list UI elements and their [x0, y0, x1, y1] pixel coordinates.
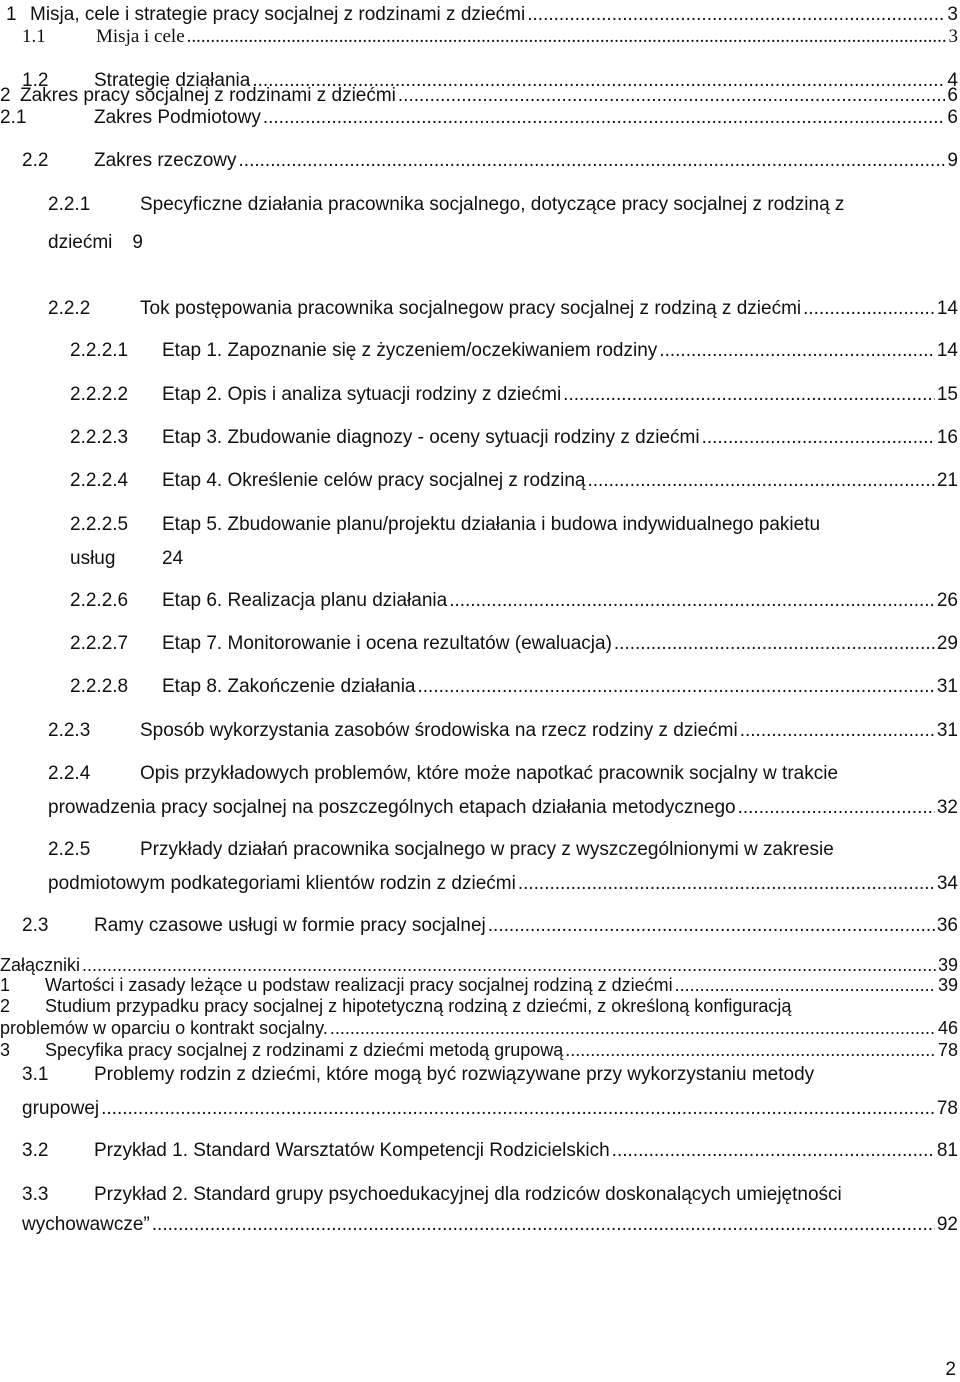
- toc-entry-title: Zakres rzeczowy: [94, 150, 237, 171]
- toc-entry-number: 3.1: [22, 1064, 49, 1085]
- toc-leader: [263, 105, 946, 131]
- toc-leader: [239, 148, 946, 174]
- toc-leader: [612, 1138, 935, 1164]
- toc-entry-number: 2.2.2: [48, 298, 91, 319]
- toc-entry-title-continued: prowadzenia pracy socjalnej na poszczególnych etapach działania metodycznego: [48, 797, 736, 818]
- toc-leader: [738, 795, 935, 821]
- toc-entry-page: 92: [936, 1214, 958, 1235]
- toc-entry-page: 15: [936, 384, 958, 405]
- toc-entry-page: 3: [948, 26, 958, 47]
- toc-entry-title-continued: grupowej: [22, 1098, 100, 1119]
- toc-entry-title: Etap 5. Zbudowanie planu/projektu działania i budowa indywidualnego pakietu: [162, 514, 821, 535]
- toc-entry-page: 3: [947, 4, 958, 25]
- toc-entry-page: 32: [936, 797, 958, 818]
- toc-entry-number: 2.2: [22, 150, 49, 171]
- toc-leader: [187, 24, 947, 50]
- toc-entry-page: 78: [937, 1040, 958, 1060]
- toc-entry-page: 26: [936, 590, 958, 611]
- toc-entry[interactable]: [48, 761, 958, 821]
- toc-entry-page: 6: [947, 85, 958, 106]
- toc-entry-number: 2.2.2.2: [70, 384, 129, 405]
- toc-entry-number: 1: [0, 975, 11, 995]
- toc-entry-number: 1: [6, 4, 17, 25]
- toc-entry-page: 21: [936, 470, 958, 491]
- toc-leader: [518, 871, 935, 897]
- toc-entry[interactable]: [0, 954, 958, 976]
- toc-entry[interactable]: [70, 588, 958, 614]
- toc-leader: [418, 674, 935, 700]
- toc-entry[interactable]: [70, 425, 958, 451]
- toc-entry-number: 2.2.2.5: [70, 514, 129, 535]
- toc-entry-number: 2: [0, 996, 11, 1016]
- toc-entry-page: 4: [947, 70, 958, 91]
- toc-entry-title: Przykłady działań pracownika socjalnego w pracy z wyszczególnionymi w zakresie: [140, 839, 834, 860]
- toc-entry[interactable]: [22, 148, 958, 174]
- toc-entry-title: Etap 8. Zakończenie działania: [162, 676, 416, 697]
- toc-entry-page: 39: [937, 955, 958, 975]
- toc-entry-title: Zakres Podmiotowy: [94, 107, 261, 128]
- toc-entry-page: 39: [937, 975, 958, 995]
- toc-entry[interactable]: [22, 1138, 958, 1164]
- toc-leader: [152, 1212, 935, 1238]
- toc-entry-number: 2.2.2.6: [70, 590, 129, 611]
- toc-entry[interactable]: [48, 192, 958, 256]
- toc-entry-number: 1.1: [22, 26, 46, 47]
- toc-leader: [488, 913, 935, 939]
- toc-entry-number: 2.2.3: [48, 720, 91, 741]
- toc-leader: [101, 1096, 935, 1122]
- toc-entry[interactable]: [0, 974, 958, 996]
- toc-entry[interactable]: [48, 296, 958, 322]
- toc-entry-title: Etap 7. Monitorowanie i ocena rezultatów (ewaluacja): [162, 633, 612, 654]
- toc-leader: [659, 338, 935, 364]
- toc-leader: [82, 954, 936, 976]
- toc-entry-title: Tok postępowania pracownika socjalnegow pracy socjalnej z rodziną z dziećmi: [140, 298, 802, 319]
- toc-entry-page: 81: [936, 1140, 958, 1161]
- toc-leader: [675, 974, 936, 996]
- toc-entry-page: 36: [936, 915, 958, 936]
- toc-entry-number: 2.2.2.8: [70, 676, 129, 697]
- toc-entry-number: 2.3: [22, 915, 49, 936]
- toc-leader: [803, 296, 935, 322]
- toc-entry-title-continued: usług: [70, 548, 116, 569]
- toc-entry[interactable]: [0, 1039, 958, 1061]
- toc-entry-title: Przykład 1. Standard Warsztatów Kompetencji Rodzicielskich: [94, 1140, 610, 1161]
- toc-entry-title: Problemy rodzin z dziećmi, które mogą być rozwiązywane przy wykorzystaniu metody: [94, 1064, 815, 1085]
- toc-entry[interactable]: [48, 837, 958, 897]
- toc-entry-page: 34: [936, 873, 958, 894]
- toc-entry-title-continued: wychowawcze”: [22, 1214, 150, 1235]
- toc-entry-title-continued: problemów w oparciu o kontrakt socjalny.: [0, 1018, 328, 1038]
- toc-entry-title: Strategie działania: [94, 70, 251, 91]
- toc-entry-title: Specyficzne działania pracownika socjalnego, dotyczące pracy socjalnej z rodziną z: [140, 194, 845, 215]
- toc-entry-title: Etap 3. Zbudowanie diagnozy - oceny sytuacji rodziny z dziećmi: [162, 427, 700, 448]
- toc-entry-title: Misja i cele: [96, 26, 185, 47]
- toc-entry-title-continued: dziećmi: [48, 232, 113, 253]
- toc-entry-title: Specyfika pracy socjalnej z rodzinami z dziećmi metodą grupową: [45, 1040, 564, 1060]
- toc-leader: [330, 1017, 936, 1039]
- toc-entry-title: Etap 6. Realizacja planu działania: [162, 590, 448, 611]
- toc-leader: [740, 718, 935, 744]
- toc-entry-number: 2: [0, 85, 11, 106]
- toc-leader: [702, 425, 935, 451]
- toc-entry-title: Ramy czasowe usługi w formie pracy socjalnej: [94, 915, 486, 936]
- toc-entry-page: 14: [936, 340, 958, 361]
- toc-entry-page: 31: [936, 720, 958, 741]
- toc-entry[interactable]: [22, 913, 958, 939]
- toc-entry[interactable]: [48, 718, 958, 744]
- toc-entry-number: 2.2.2.1: [70, 340, 129, 361]
- toc-entry-number: 2.2.4: [48, 763, 91, 784]
- toc-leader: [563, 382, 935, 408]
- toc-entry-title: Zakres pracy socjalnej z rodzinami z dziećmi: [20, 85, 396, 106]
- toc-entry-title: Etap 1. Zapoznanie się z życzeniem/oczekiwaniem rodziny: [162, 340, 658, 361]
- toc-entry[interactable]: [70, 338, 958, 364]
- toc-entry-number: 3: [0, 1040, 11, 1060]
- toc-entry-title-continued: podmiotowym podkategoriami klientów rodzin z dziećmi: [48, 873, 516, 894]
- toc-entry-page: 16: [936, 427, 958, 448]
- toc-entry-title: Studium przypadku pracy socjalnej z hipotetyczną rodziną z dziećmi, z określoną konfiguracją: [45, 996, 792, 1016]
- toc-entry-number: 2.2.2.7: [70, 633, 129, 654]
- toc-entry-page: 9: [947, 150, 958, 171]
- toc-entry-number: 2.2.5: [48, 839, 91, 860]
- toc-entry[interactable]: [22, 1062, 958, 1122]
- toc-leader: [449, 588, 935, 614]
- toc-entry-title: Przykład 2. Standard grupy psychoedukacyjnej dla rodziców doskonalących umiejętności: [94, 1184, 842, 1205]
- toc-entry-page: 31: [936, 676, 958, 697]
- toc-entry[interactable]: [22, 1182, 958, 1238]
- toc-entry-page: 24: [162, 548, 184, 569]
- toc-leader: [565, 1039, 936, 1061]
- toc-entry[interactable]: [22, 24, 958, 50]
- toc-entry-title: Etap 4. Określenie celów pracy socjalnej z rodziną: [162, 470, 586, 491]
- toc-leader: [587, 468, 934, 494]
- toc-entry-number: 2.1: [0, 107, 27, 128]
- toc-entry-page: 29: [936, 633, 958, 654]
- toc-entry-title: Opis przykładowych problemów, które może napotkać pracownik socjalny w trakcie: [140, 763, 839, 784]
- toc-entry-page: 6: [947, 107, 958, 128]
- toc-entry[interactable]: [70, 382, 958, 408]
- toc-entry-title: Sposób wykorzystania zasobów środowiska na rzecz rodziny z dziećmi: [140, 720, 738, 741]
- toc-entry-number: 2.2.1: [48, 194, 91, 215]
- toc-entry-title: Załączniki: [0, 955, 81, 975]
- toc-entry[interactable]: [0, 995, 958, 1039]
- toc-entry[interactable]: [0, 105, 958, 131]
- toc-entry-page: 9: [132, 232, 143, 253]
- toc-entry-title: Misja, cele i strategie pracy socjalnej z rodzinami z dziećmi: [30, 4, 526, 25]
- toc-leader: [614, 631, 935, 657]
- toc-entry[interactable]: [70, 674, 958, 700]
- toc-entry-number: 2.2.2.4: [70, 470, 129, 491]
- toc-entry[interactable]: [70, 631, 958, 657]
- page-number: 2: [945, 1359, 956, 1380]
- toc-entry-page: 78: [936, 1098, 958, 1119]
- toc-entry-number: 3.2: [22, 1140, 49, 1161]
- toc-entry-number: 3.3: [22, 1184, 49, 1205]
- toc-entry[interactable]: [70, 512, 958, 572]
- toc-entry-page: 46: [937, 1018, 958, 1038]
- toc-entry-title: Wartości i zasady leżące u podstaw realizacji pracy socjalnej rodziną z dziećmi: [45, 975, 673, 995]
- toc-entry-number: 1.2: [22, 70, 49, 91]
- toc-entry-page: 14: [936, 298, 958, 319]
- toc-entry-number: 2.2.2.3: [70, 427, 129, 448]
- toc-entry-title: Etap 2. Opis i analiza sytuacji rodziny z dziećmi: [162, 384, 562, 405]
- toc-entry[interactable]: [70, 468, 958, 494]
